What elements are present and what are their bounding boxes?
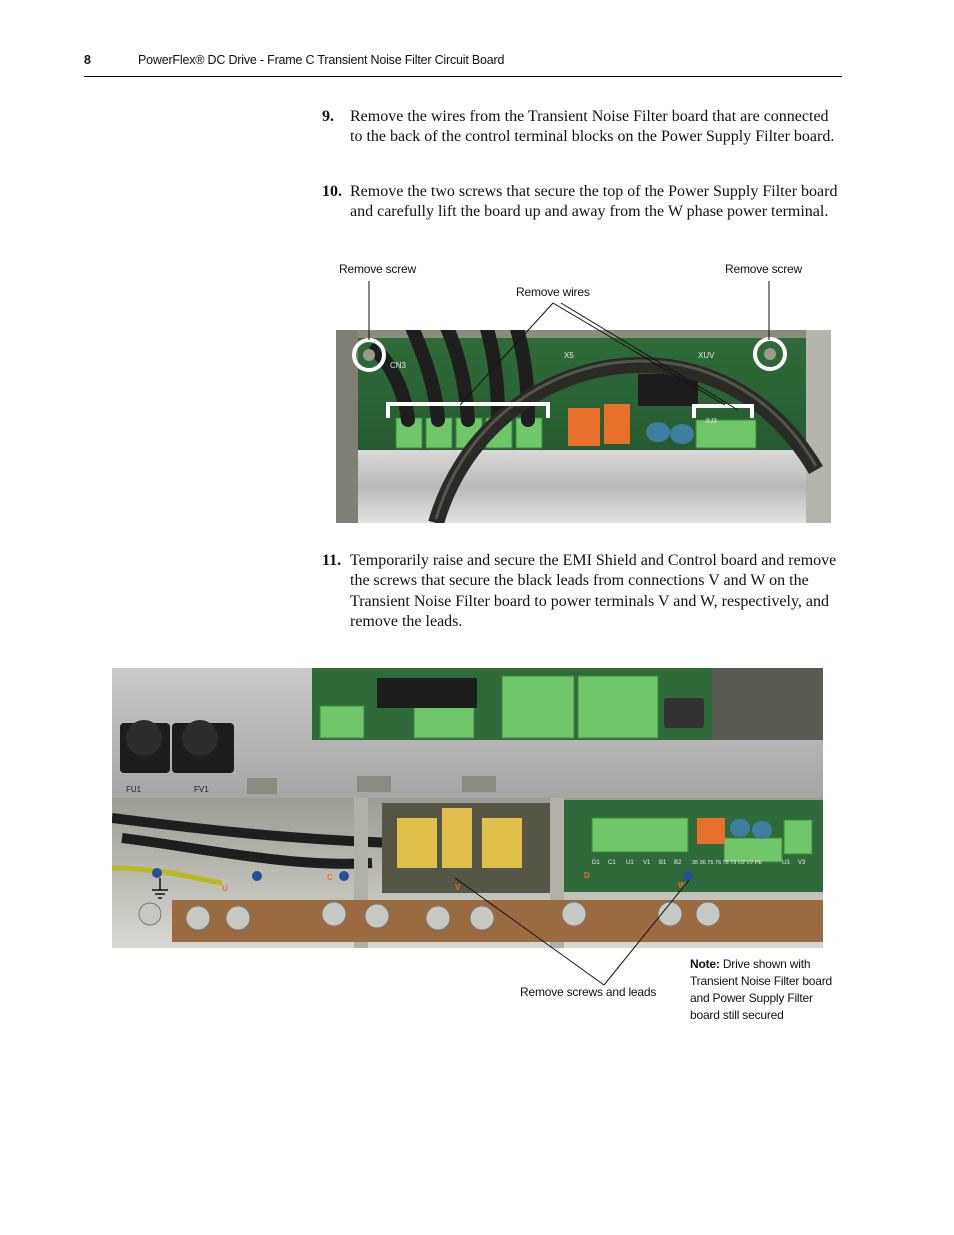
terminal-label-w: W: [678, 881, 686, 890]
step-text: Remove the wires from the Transient Noise Filter board that are connected to the back of the control terminal blocks on the Power Supply Filter board.: [350, 108, 835, 146]
step-11: [322, 551, 842, 633]
board-label-xuv: XUV: [698, 351, 715, 360]
page-header: [84, 52, 842, 77]
drive-photo-illustration: [112, 668, 823, 948]
step-text: Temporarily raise and secure the EMI Shield and Control board and remove the screws that secure the black leads from connections V and W on the Transient Noise Filter board to power terminals V and W, respectively, and remove the leads.: [350, 552, 837, 631]
board-label-c1: C1: [608, 860, 616, 866]
callout-remove-screws-and-leads: Remove screws and leads: [520, 985, 657, 999]
board-label-v1: V1: [643, 860, 651, 866]
fuse-label-fv1: FV1: [194, 785, 209, 794]
step-text: Remove the two screws that secure the top of the Power Supply Filter board and carefully lift the board up and away from the W phase power terminal.: [350, 183, 838, 221]
header-title: PowerFlex® DC Drive - Frame C Transient Noise Filter Circuit Board: [138, 53, 505, 67]
terminal-label-v: V: [455, 883, 461, 892]
board-photo-illustration: [336, 330, 831, 523]
figure-note: [690, 956, 840, 1024]
step-number: 10.: [322, 183, 342, 200]
terminal-label-d: D: [584, 871, 590, 880]
board-terminal-numbers: 35 36 75 76 78 79 U2 V2 PE: [692, 860, 763, 866]
note-text: Drive shown with Transient Noise Filter board and Power Supply Filter board still secured: [690, 957, 833, 1022]
board-label-b1: B1: [659, 860, 667, 866]
callout-remove-wires: Remove wires: [516, 285, 590, 299]
terminal-label-u: U: [222, 884, 228, 893]
board-label-iu3: IU3: [706, 418, 717, 425]
figure-2-photo: [112, 668, 823, 948]
figure-1-photo: [336, 330, 831, 523]
step-9: [322, 107, 842, 148]
step-number: 11.: [322, 552, 342, 569]
board-label-u1: U1: [626, 860, 634, 866]
board-label-x5: X5: [564, 351, 574, 360]
page-number: 8: [84, 53, 91, 67]
terminal-label-c: C: [327, 873, 333, 882]
board-label-u3: U3: [782, 860, 790, 866]
board-label-v3: V3: [798, 860, 806, 866]
callout-remove-screw-right: Remove screw: [725, 262, 802, 276]
step-number: 9.: [322, 108, 334, 125]
step-10: [322, 182, 842, 223]
fuse-label-fu1: FU1: [126, 785, 142, 794]
note-label: Note:: [690, 957, 720, 971]
callout-remove-screw-left: Remove screw: [339, 262, 416, 276]
board-label-d1: D1: [592, 860, 600, 866]
board-label-b2: B2: [674, 860, 682, 866]
board-label-cn3: CN3: [390, 361, 407, 370]
